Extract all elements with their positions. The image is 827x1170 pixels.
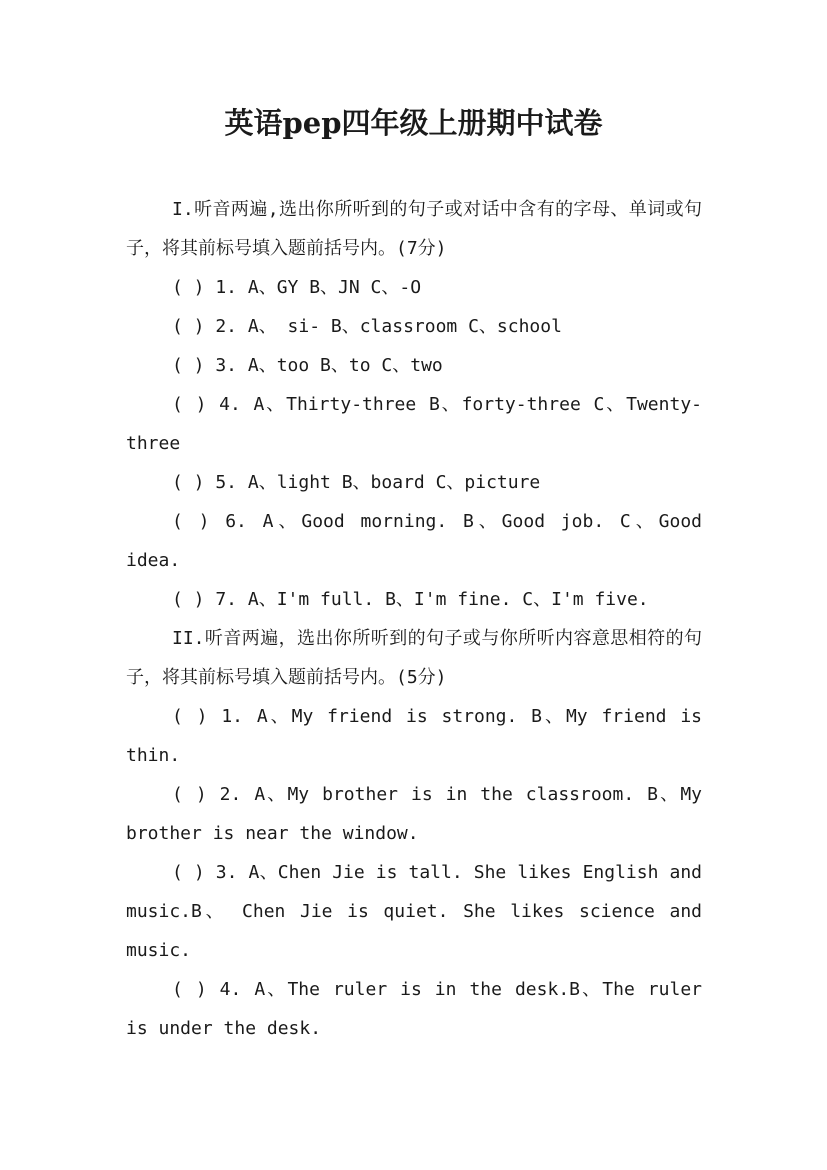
section1-question-7: ( ) 7. A、I'm full. B、I'm fine. C、I'm five. [172, 589, 649, 610]
section2-question-2: ( ) 2. A、My brother is in the classroom. B、My brother is near the window. [126, 784, 702, 844]
section1-question-3: ( ) 3. A、too B、to C、two [172, 355, 443, 376]
section1-heading: I.听音两遍,选出你所听到的句子或对话中含有的字母、单词或句子，将其前标号填入题前括号内。(7分) [126, 199, 702, 259]
page-title: 英语pep四年级上册期中试卷 [224, 106, 603, 140]
section1-question-2: ( ) 2. A、 si- B、classroom C、school [172, 316, 562, 337]
section1-question-4: ( ) 4. A、Thirty-three B、forty-three C、Twenty-three [126, 394, 702, 454]
section1-question-5: ( ) 5. A、light B、board C、picture [172, 472, 541, 493]
exam-body [126, 190, 702, 1048]
section1-question-6: ( ) 6. A、Good morning. B、Good job. C、Good idea. [126, 511, 702, 571]
section2-question-3: ( ) 3. A、Chen Jie is tall. She likes English and music.B、 Chen Jie is quiet. She likes science and music. [126, 862, 702, 961]
section2-question-4: ( ) 4. A、The ruler is in the desk.B、The ruler is under the desk. [126, 979, 702, 1039]
section2-heading: II.听音两遍，选出你所听到的句子或与你所听内容意思相符的句子，将其前标号填入题前括号内。(5分) [126, 628, 702, 688]
section2-question-1: ( ) 1. A、My friend is strong. B、My friend is thin. [126, 706, 702, 766]
section1-question-1: ( ) 1. A、GY B、JN C、-O [172, 277, 422, 298]
